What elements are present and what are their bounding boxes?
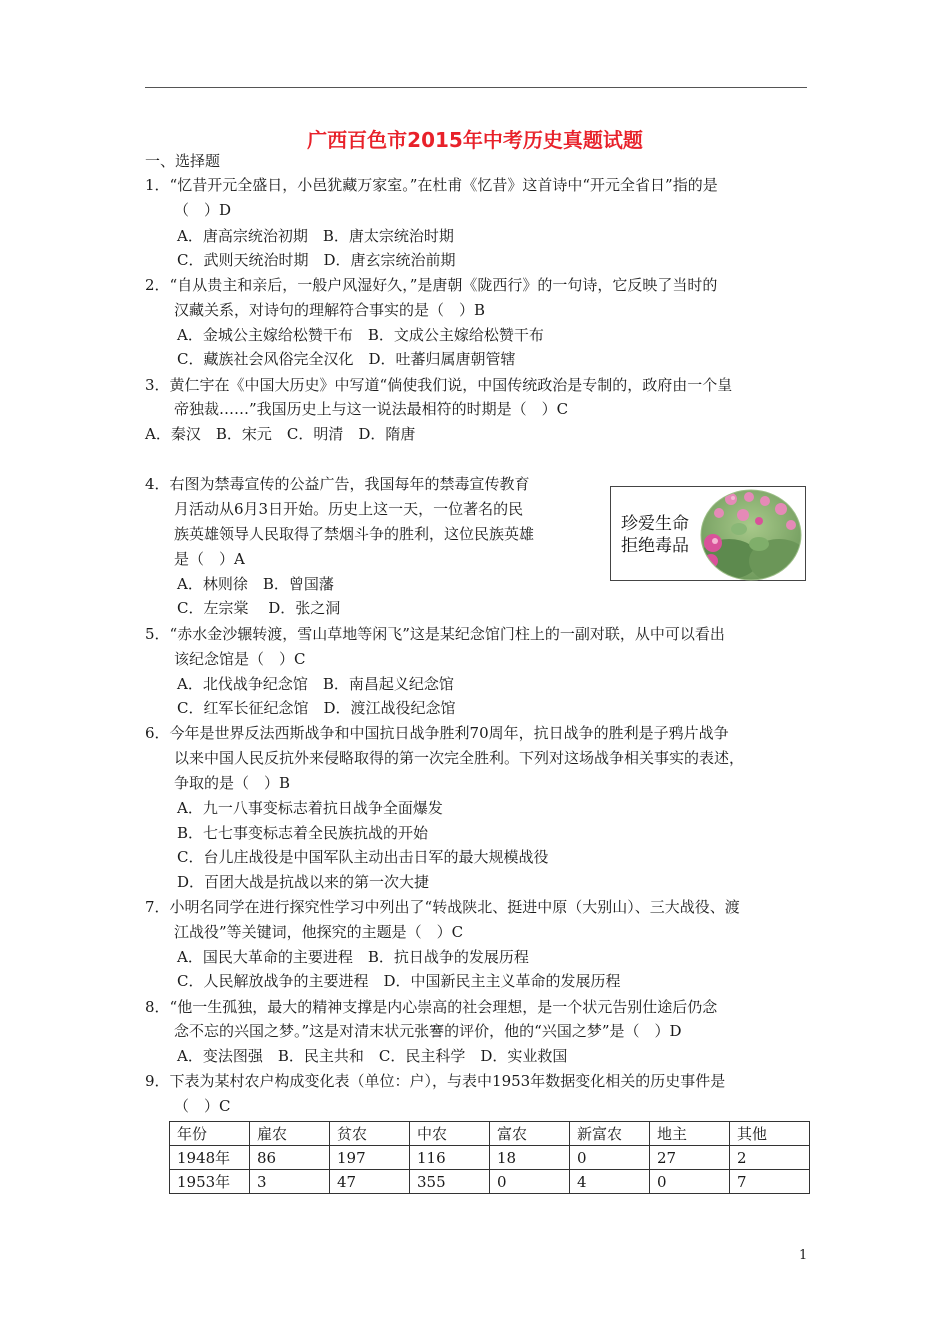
page-number: 1: [799, 1248, 808, 1263]
table-header-cell: 富农: [490, 1122, 570, 1146]
question-4-stem: 4．右图为禁毒宣传的公益广告，我国每年的禁毒宣传教育: [145, 475, 530, 493]
table-row: [170, 1170, 810, 1194]
table-cell: 4: [570, 1170, 650, 1194]
table-header-cell: 其他: [730, 1122, 810, 1146]
table-cell: 7: [730, 1170, 810, 1194]
ad-slogan: [621, 513, 689, 557]
question-4-options: A．林则徐 B．曾国藩: [177, 575, 334, 593]
table-cell: 0: [490, 1170, 570, 1194]
question-7-stem: 7．小明名同学在进行探究性学习中列出了“转战陕北、挺进中原（大别山）、三大战役、渡: [145, 898, 740, 916]
question-4-stem: 族英雄领导人民取得了禁烟斗争的胜利，这位民族英雄: [174, 525, 535, 543]
question-7-stem: 江战役”等关键词，他探究的主题是（ ）C: [174, 923, 464, 941]
question-6-stem: 6．今年是世界反法西斯战争和中国抗日战争胜利70周年，抗日战争的胜利是子鸦片战争: [145, 724, 729, 742]
ad-slogan-line-2: 拒绝毒品: [621, 536, 689, 556]
table-header-cell: 贫农: [330, 1122, 410, 1146]
question-6-option-a: A．九一八事变标志着抗日战争全面爆发: [177, 799, 443, 817]
question-2-options: A．金城公主嫁给松赞干布 B．文成公主嫁给松赞干布: [177, 326, 544, 344]
question-4-options: C．左宗棠 D．张之洞: [177, 599, 341, 617]
table-cell: 197: [330, 1146, 410, 1170]
table-header-cell: 雇农: [250, 1122, 330, 1146]
table-cell: 116: [410, 1146, 490, 1170]
question-1-stem: 1．“忆昔开元全盛日，小邑犹藏万家室。”在杜甫《忆昔》这首诗中“开元全省日”指的是: [145, 176, 718, 194]
table-cell: 1948年: [170, 1146, 250, 1170]
question-7-options: C．人民解放战争的主要进程 D．中国新民主主义革命的发展历程: [177, 972, 621, 990]
question-5-options: A．北伐战争纪念馆 B．南昌起义纪念馆: [177, 675, 454, 693]
table-cell: 47: [330, 1170, 410, 1194]
table-cell: 0: [570, 1146, 650, 1170]
question-2-stem: 汉藏关系，对诗句的理解符合事实的是（ ）B: [174, 301, 486, 319]
question-9-stem: 9．下表为某村农户构成变化表（单位：户），与表中1953年数据变化相关的历史事件是: [145, 1072, 726, 1090]
table-cell: 0: [650, 1170, 730, 1194]
question-9-answer: （ ）C: [174, 1097, 231, 1115]
table-cell: 27: [650, 1146, 730, 1170]
question-6-option-d: D．百团大战是抗战以来的第一次大捷: [177, 873, 430, 891]
question-1-answer: （ ）D: [174, 201, 232, 219]
page-title: 广西百色市2015年中考历史真题试题: [307, 128, 643, 152]
table-cell: 18: [490, 1146, 570, 1170]
question-3-options: A．秦汉 B．宋元 C．明清 D．隋唐: [145, 425, 416, 443]
question-2-stem: 2．“自从贵主和亲后，一般户风湿好久，”是唐朝《陇西行》的一句诗，它反映了当时的: [145, 276, 718, 294]
question-4-stem: 月活动从6月3日开始。历史上这一天，一位著名的民: [174, 500, 524, 518]
question-5-options: C．红军长征纪念馆 D．渡江战役纪念馆: [177, 699, 456, 717]
anti-drug-ad: [610, 486, 806, 581]
table-cell: 2: [730, 1146, 810, 1170]
table-header-cell: 新富农: [570, 1122, 650, 1146]
question-6-stem: 以来中国人民反抗外来侵略取得的第一次完全胜利。下列对这场战争相关事实的表述，: [174, 749, 745, 767]
question-6-stem: 争取的是（ ）B: [174, 774, 291, 792]
header-rule: [145, 87, 807, 88]
question-5-stem: 5．“赤水金沙辗转渡，雪山草地等闲飞”这是某纪念馆门柱上的一副对联，从中可以看出: [145, 625, 725, 643]
question-8-stem: 8．“他一生孤独，最大的精神支撑是内心崇高的社会理想，是一个状元告别仕途后仍念: [145, 998, 718, 1016]
question-2-options: C．藏族社会风俗完全汉化 D．吐蕃归属唐朝管辖: [177, 350, 516, 368]
table-header-cell: 中农: [410, 1122, 490, 1146]
question-5-stem: 该纪念馆是（ ）C: [174, 650, 306, 668]
table-header-cell: 年份: [170, 1122, 250, 1146]
question-3-stem: 3．黄仁宇在《中国大历史》中写道“倘使我们说，中国传统政治是专制的，政府由一个皇: [145, 376, 733, 394]
household-table: [169, 1121, 810, 1194]
question-6-option-c: C．台儿庄战役是中国军队主动出击日军的最大规模战役: [177, 848, 549, 866]
question-3-stem: 帝独裁……”我国历史上与这一说法最相符的时期是（ ）C: [174, 400, 569, 418]
question-8-stem: 念不忘的兴国之梦。”这是对清末状元张謇的评价，他的“兴国之梦”是（ ）D: [174, 1022, 682, 1040]
table-row: [170, 1146, 810, 1170]
table-cell: 3: [250, 1170, 330, 1194]
ad-slogan-line-1: 珍爱生命: [621, 514, 689, 534]
table-cell: 86: [250, 1146, 330, 1170]
poppy-flowers-image: [699, 489, 803, 581]
table-cell: 355: [410, 1170, 490, 1194]
question-7-options: A．国民大革命的主要进程 B．抗日战争的发展历程: [177, 948, 529, 966]
question-6-option-b: B．七七事变标志着全民族抗战的开始: [177, 824, 429, 842]
table-cell: 1953年: [170, 1170, 250, 1194]
table-header-row: [170, 1122, 810, 1146]
question-1-options: A．唐高宗统治初期 B．唐太宗统治时期: [177, 227, 454, 245]
table-header-cell: 地主: [650, 1122, 730, 1146]
question-4-stem: 是（ ）A: [174, 550, 245, 568]
section-heading: 一、选择题: [145, 152, 221, 170]
question-1-options: C．武则天统治时期 D．唐玄宗统治前期: [177, 251, 456, 269]
question-8-options: A．变法图强 B．民主共和 C．民主科学 D．实业救国: [177, 1047, 568, 1065]
